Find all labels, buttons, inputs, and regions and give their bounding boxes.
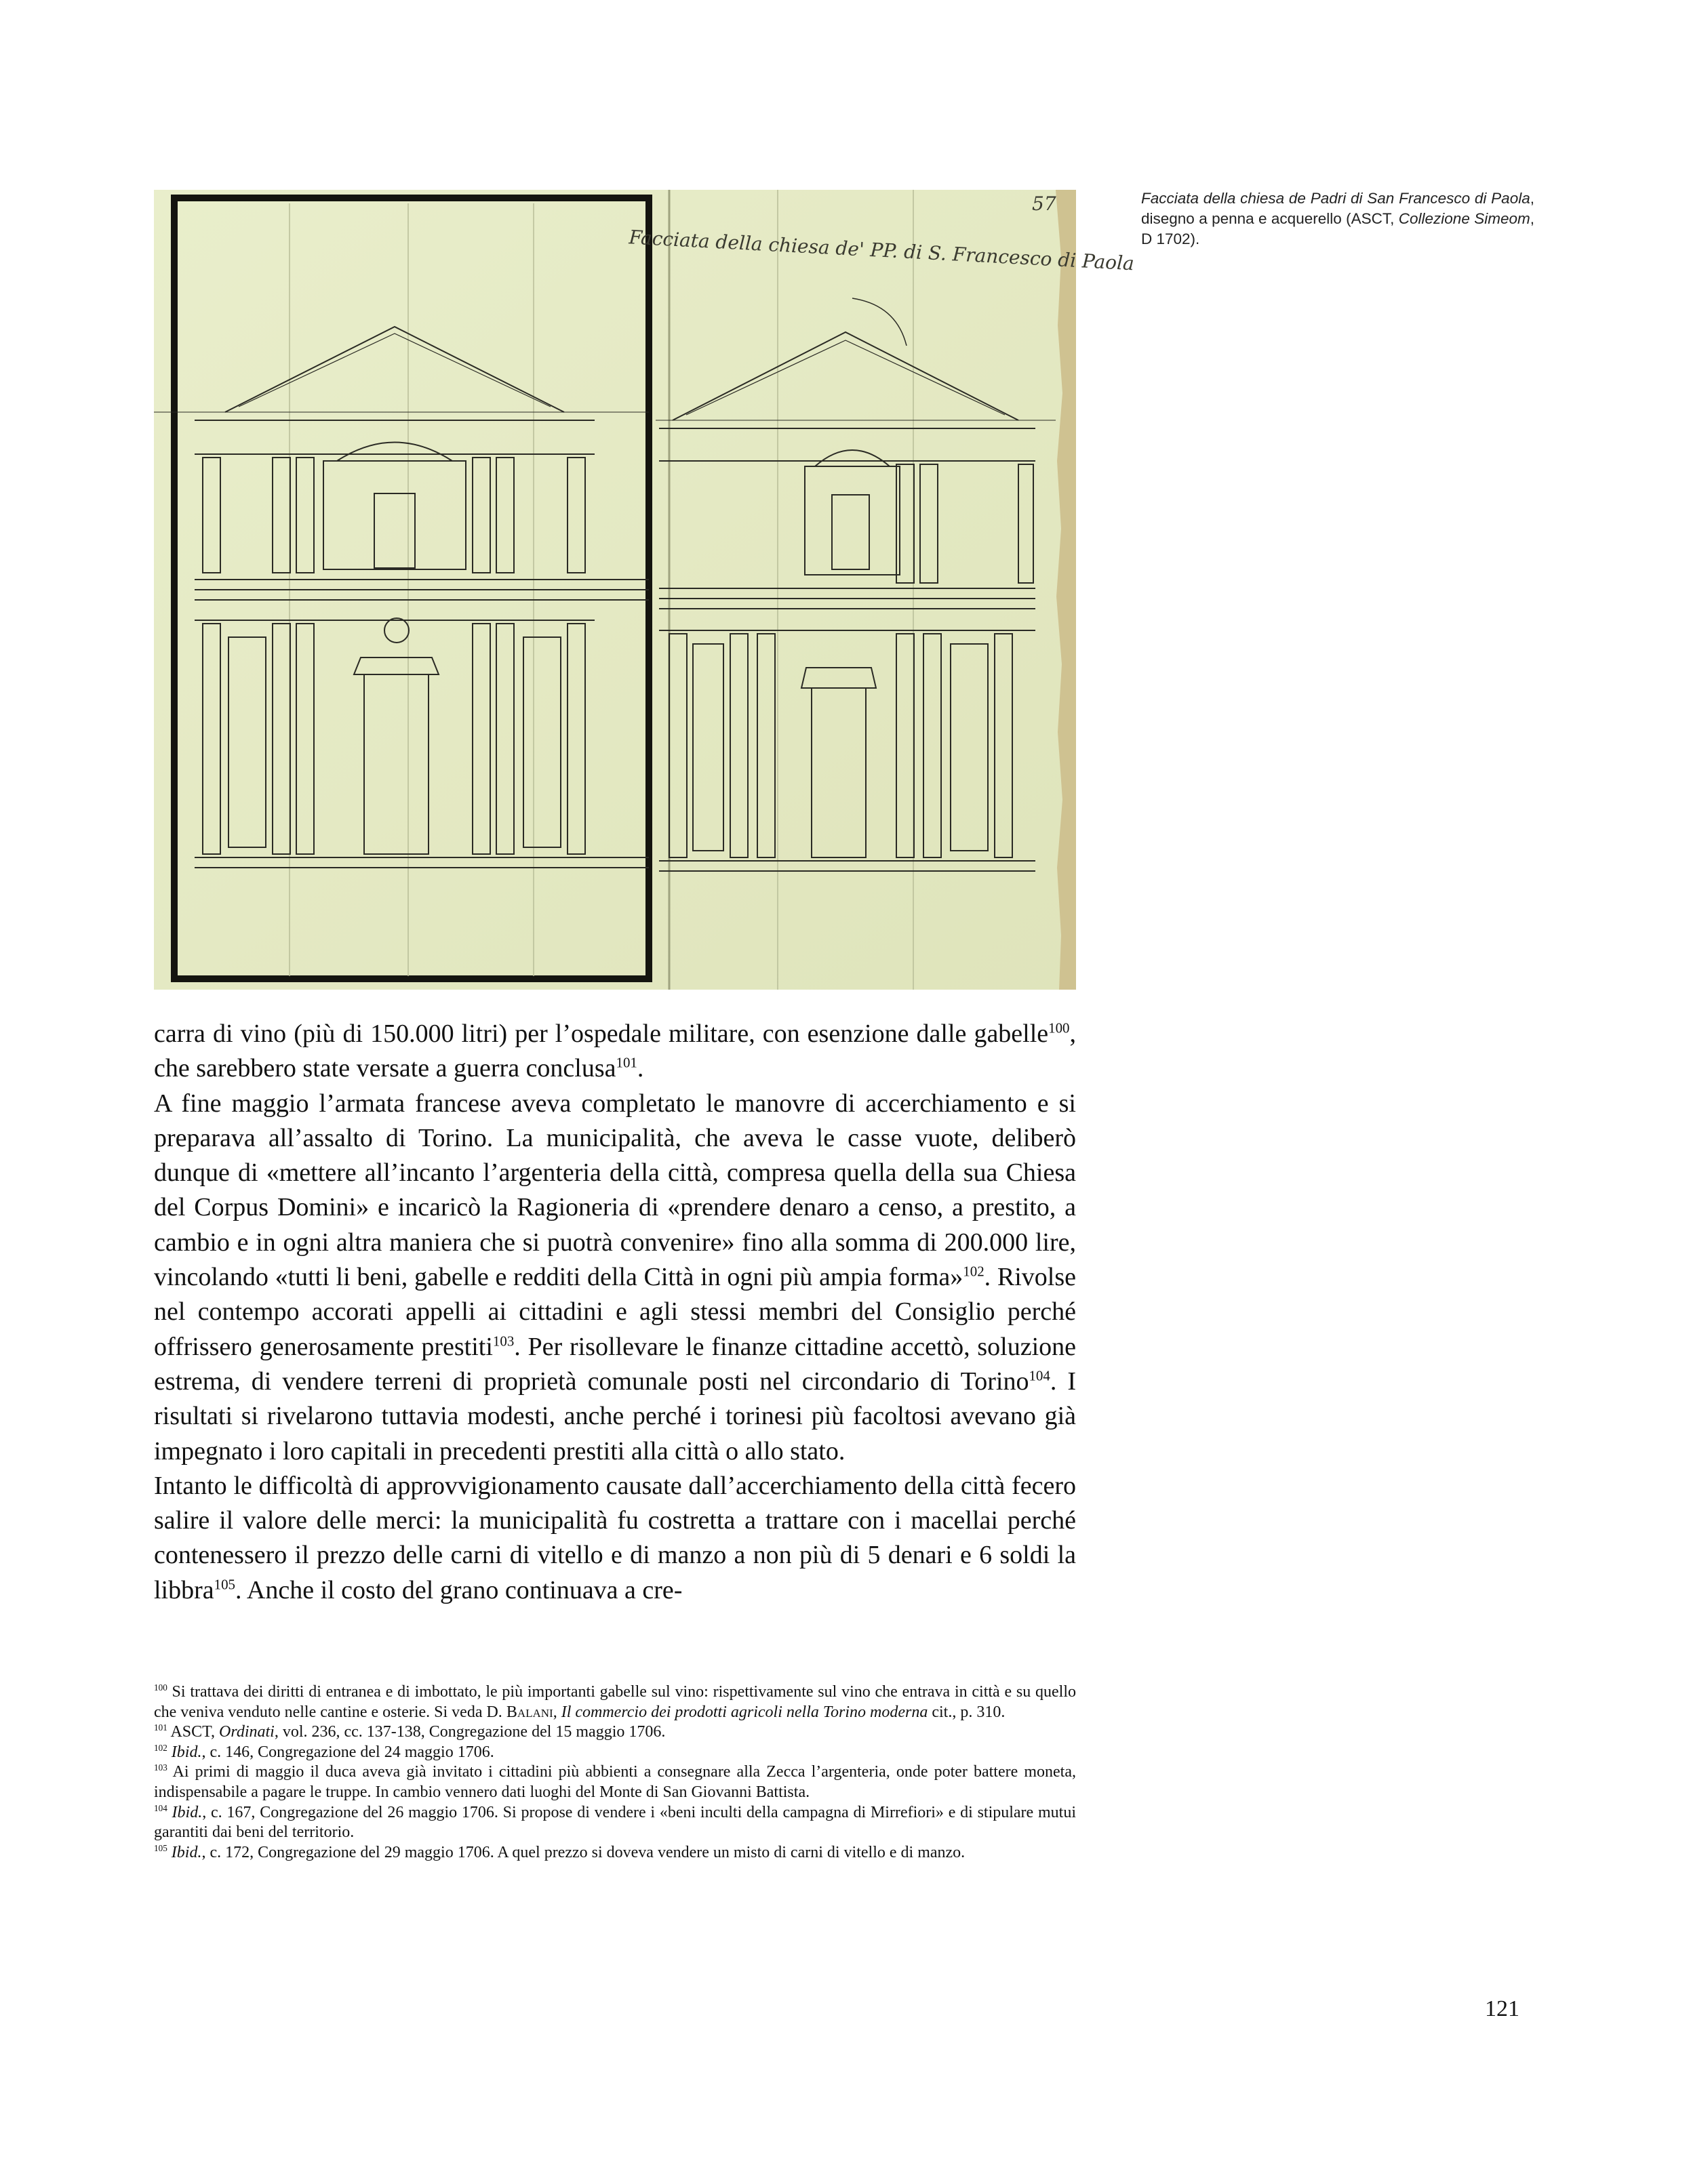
text-run: Intanto le difficoltà di approvvigionamento causate dall’accerchiamento della città fecero salire il valore delle merci: la municipalità fu costretta a trattare con i macellai perché contenessero il prezzo delle carni di vitello e di manzo a non più di 5 denari e 6 soldi la libbra	[154, 1471, 1076, 1604]
text-run: , vol. 236, cc. 137-138, Congregazione del 15 maggio 1706.	[274, 1723, 666, 1741]
footnote-number: 104	[154, 1802, 167, 1813]
text-run: ,	[553, 1703, 561, 1721]
facade-drawing-figure	[154, 190, 1135, 990]
footnotes	[154, 1682, 1076, 1863]
body-text	[154, 1017, 1076, 1608]
paragraph-1	[154, 1017, 1076, 1087]
text-run: . Rivolse nel contempo accorati appelli ai cittadini e agli stessi membri del Consiglio perché offrissero generosamente prestiti	[154, 1263, 1076, 1361]
paragraph-2	[154, 1087, 1076, 1469]
text-run: , c. 167, Congregazione del 26 maggio 1706. Si propose di vendere i «beni inculti della campagna di Mirrefiori» e di stipulare mutui garantiti dai beni del territorio.	[154, 1803, 1076, 1842]
footnote-number: 103	[154, 1762, 167, 1773]
text-run: ASCT,	[167, 1723, 220, 1741]
page-number: 121	[1485, 1996, 1519, 2021]
work-title: Il commercio dei prodotti agricoli nella Torino moderna	[561, 1703, 928, 1721]
work-title: Ordinati	[219, 1723, 275, 1741]
footnote-103	[154, 1762, 1076, 1802]
ibid: Ibid.	[167, 1743, 202, 1761]
footnote-ref[interactable]: 100	[1048, 1019, 1070, 1036]
ibid: Ibid.	[167, 1803, 203, 1821]
text-run: . Per risollevare le finanze cittadine accettò, soluzione estrema, di vendere terreni di proprietà comunale posti nel circondario di Torino	[154, 1332, 1076, 1396]
ibid: Ibid.	[167, 1843, 202, 1861]
footnote-ref[interactable]: 101	[616, 1054, 637, 1071]
sheet-number: 57	[1032, 193, 1056, 215]
handwritten-title: Facciata della chiesa de' PP. di S. Francesco di Paola	[628, 226, 1135, 275]
facade-drawing	[154, 190, 1135, 990]
caption-text-end: , D 1702).	[1141, 210, 1534, 247]
footnote-105	[154, 1843, 1076, 1863]
text-run: Ai primi di maggio il duca aveva già invitato i cittadini più abbienti a consegnare alla Zecca l’argenteria, onde poter battere moneta, indispensabile a pagare le truppe. In cambio vennero dati luoghi del Monte di San Giovanni Battista.	[154, 1763, 1076, 1801]
footnote-number: 102	[154, 1742, 167, 1753]
text-run: , che sarebbero state versate a guerra conclusa	[154, 1019, 1076, 1083]
caption-text: , disegno a penna e acquerello (ASCT,	[1141, 190, 1534, 227]
text-run: A fine maggio l’armata francese aveva completato le manovre di accerchiamento e si preparava all’assalto di Torino. La municipalità, che aveva le casse vuote, deliberò dunque di «mettere all’incanto l’argenteria della città, compresa quella della sua Chiesa del Corpus Domini» e incaricò la Ragioneria di «prendere denaro a censo, a prestito, a cambio e in ogni altra maniera che si puotrà convenire» fino alla somma di 200.000 lire, vincolando «tutti li beni, gabelle e redditi della Città in ogni più ampia forma»	[154, 1089, 1076, 1292]
author-name: Balani	[506, 1703, 553, 1721]
footnote-ref[interactable]: 105	[214, 1576, 235, 1593]
footnote-104	[154, 1803, 1076, 1843]
footnote-100	[154, 1682, 1076, 1722]
text-run: cit., p. 310.	[928, 1703, 1006, 1721]
text-run: Si trattava dei diritti di entranea e di imbottato, le più importanti gabelle sul vino: rispettivamente sul vino che entrava in città e su quello che veniva venduto nelle cantine e osterie. Si veda D.	[154, 1683, 1076, 1721]
footnote-number: 100	[154, 1682, 167, 1693]
caption-collection: Collezione Simeom	[1398, 210, 1530, 227]
text-run: carra di vino (più di 150.000 litri) per l’ospedale militare, con esenzione dalle gabelle	[154, 1019, 1049, 1048]
footnote-ref[interactable]: 104	[1029, 1367, 1050, 1384]
footnote-ref[interactable]: 103	[492, 1333, 515, 1350]
footnote-ref[interactable]: 102	[963, 1263, 984, 1280]
footnote-number: 105	[154, 1842, 167, 1853]
text-run: , c. 172, Congregazione del 29 maggio 1706. A quel prezzo si doveva vendere un misto di carni di vitello e di manzo.	[201, 1843, 966, 1861]
footnote-number: 101	[154, 1722, 167, 1733]
text-run: .	[637, 1054, 644, 1083]
footnote-101	[154, 1722, 1076, 1743]
text-run: . Anche il costo del grano continuava a cre-	[235, 1575, 683, 1604]
paragraph-3	[154, 1469, 1076, 1608]
text-run: , c. 146, Congregazione del 24 maggio 1706.	[201, 1743, 494, 1761]
footnote-102	[154, 1743, 1076, 1763]
caption-title: Facciata della chiesa de Padri di San Francesco di Paola	[1141, 190, 1530, 207]
figure-caption	[1141, 188, 1534, 249]
text-run: . I risultati si rivelarono tuttavia modesti, anche perché i torinesi più facoltosi avevano già impegnato i loro capitali in precedenti prestiti alla città o allo stato.	[154, 1367, 1077, 1465]
